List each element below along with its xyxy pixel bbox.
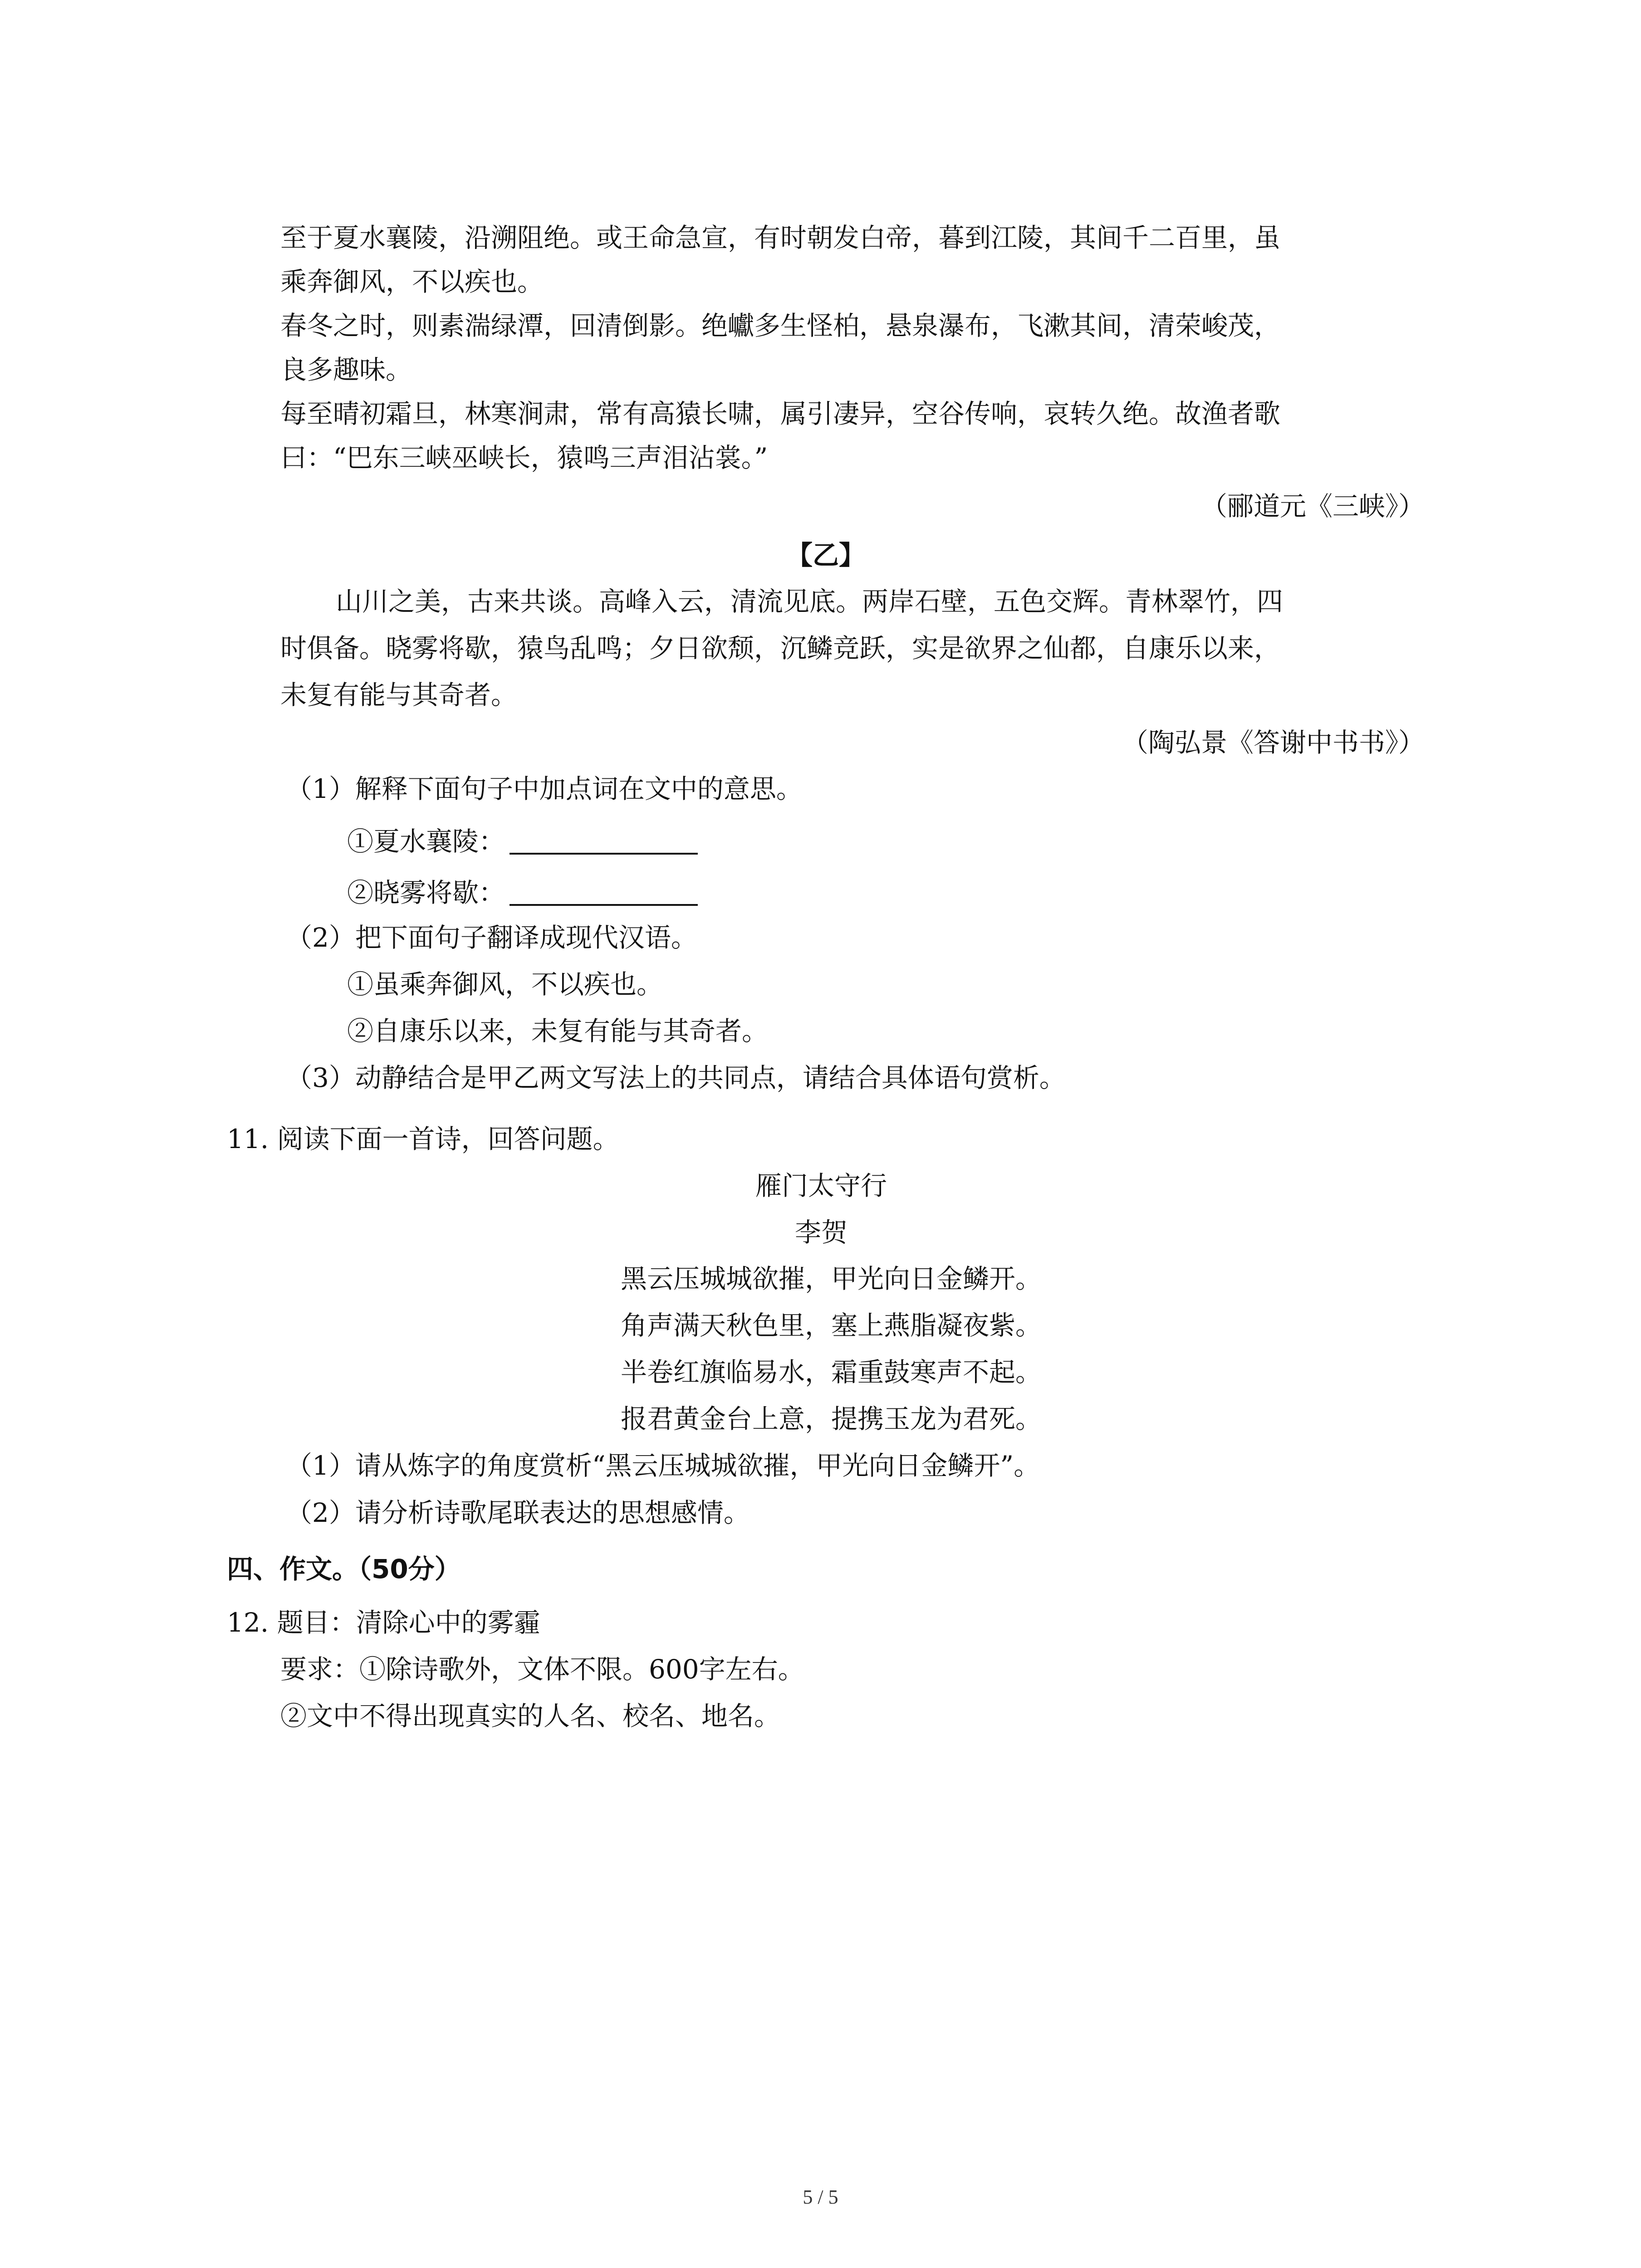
yi-line-3: 未复有能与其奇者。 [280, 679, 518, 710]
jia-line-4: 良多趣味。 [280, 354, 412, 385]
jia-line-3: 春冬之时，则素湍绿潭，回清倒影。绝巘多生怪柏，悬泉瀑布，飞漱其间，清荣峻茂， [280, 310, 1281, 341]
page-number: 5 / 5 [803, 2186, 838, 2208]
jia-line-2: 乘奔御风，不以疾也。 [280, 266, 544, 297]
q10-part1: （1）解释下面句子中加点词在文中的意思。 [286, 773, 803, 804]
q10-part1-a-label: ①夏水襄陵： [347, 826, 505, 857]
poem-line-1: 黑云压城城欲摧，甲光向日金鳞开。 [621, 1263, 1042, 1294]
q10-part1-b-label: ②晓雾将歇： [347, 877, 505, 908]
q11-part2: （2）请分析诗歌尾联表达的思想感情。 [286, 1497, 750, 1528]
jia-source: （郦道元《三峡》） [1200, 491, 1425, 522]
q10-part1-b [347, 878, 698, 906]
q11-stem: 11. 阅读下面一首诗，回答问题。 [227, 1124, 619, 1154]
q11-part1: （1）请从炼字的角度赏析“黑云压城城欲摧，甲光向日金鳞开”。 [286, 1450, 1040, 1481]
q10-part2-b: ②自康乐以来，未复有能与其奇者。 [347, 1016, 769, 1046]
yi-line-2: 时俱备。晓雾将歇，猿鸟乱鸣；夕日欲颓，沉鳞竞跃，实是欲界之仙都，自康乐以来， [280, 633, 1281, 664]
yi-heading: 【乙】 [786, 540, 865, 571]
jia-line-1: 至于夏水襄陵，沿溯阻绝。或王命急宣，有时朝发白帝，暮到江陵，其间千二百里，虽 [280, 222, 1281, 253]
q12-requirement-2: ②文中不得出现真实的人名、校名、地名。 [280, 1701, 781, 1731]
jia-line-6: 曰：“巴东三峡巫峡长，猿鸣三声泪沾裳。” [280, 442, 768, 473]
poem-line-3: 半卷红旗临易水，霜重鼓寒声不起。 [621, 1357, 1042, 1388]
q12-requirement-1: 要求：①除诗歌外，文体不限。600字左右。 [280, 1654, 804, 1685]
jia-line-5: 每至晴初霜旦，林寒涧肃，常有高猿长啸，属引凄异，空谷传响，哀转久绝。故渔者歌 [280, 398, 1281, 429]
q12-stem: 12. 题目：清除心中的雾霾 [227, 1607, 540, 1638]
poem-author: 李贺 [794, 1217, 847, 1248]
q10-part1-a [347, 826, 698, 855]
q10-part3: （3）动静结合是甲乙两文写法上的共同点，请结合具体语句赏析。 [286, 1062, 1066, 1093]
answer-blank-2[interactable] [509, 878, 698, 906]
section-heading-composition: 四、作文。（50分） [227, 1554, 461, 1584]
answer-blank-1[interactable] [509, 826, 698, 855]
yi-source: （陶弘景《答谢中书书》） [1122, 727, 1425, 758]
poem-title: 雁门太守行 [755, 1170, 887, 1201]
yi-line-1: 山川之美，古来共谈。高峰入云，清流见底。两岸石壁，五色交辉。青林翠竹，四 [336, 586, 1283, 617]
poem-line-4: 报君黄金台上意，提携玉龙为君死。 [621, 1403, 1042, 1434]
q10-part2: （2）把下面句子翻译成现代汉语。 [286, 922, 697, 953]
q10-part2-a: ①虽乘奔御风，不以疾也。 [347, 969, 663, 1000]
poem-line-2: 角声满天秋色里，塞上燕脂凝夜紫。 [621, 1310, 1042, 1341]
